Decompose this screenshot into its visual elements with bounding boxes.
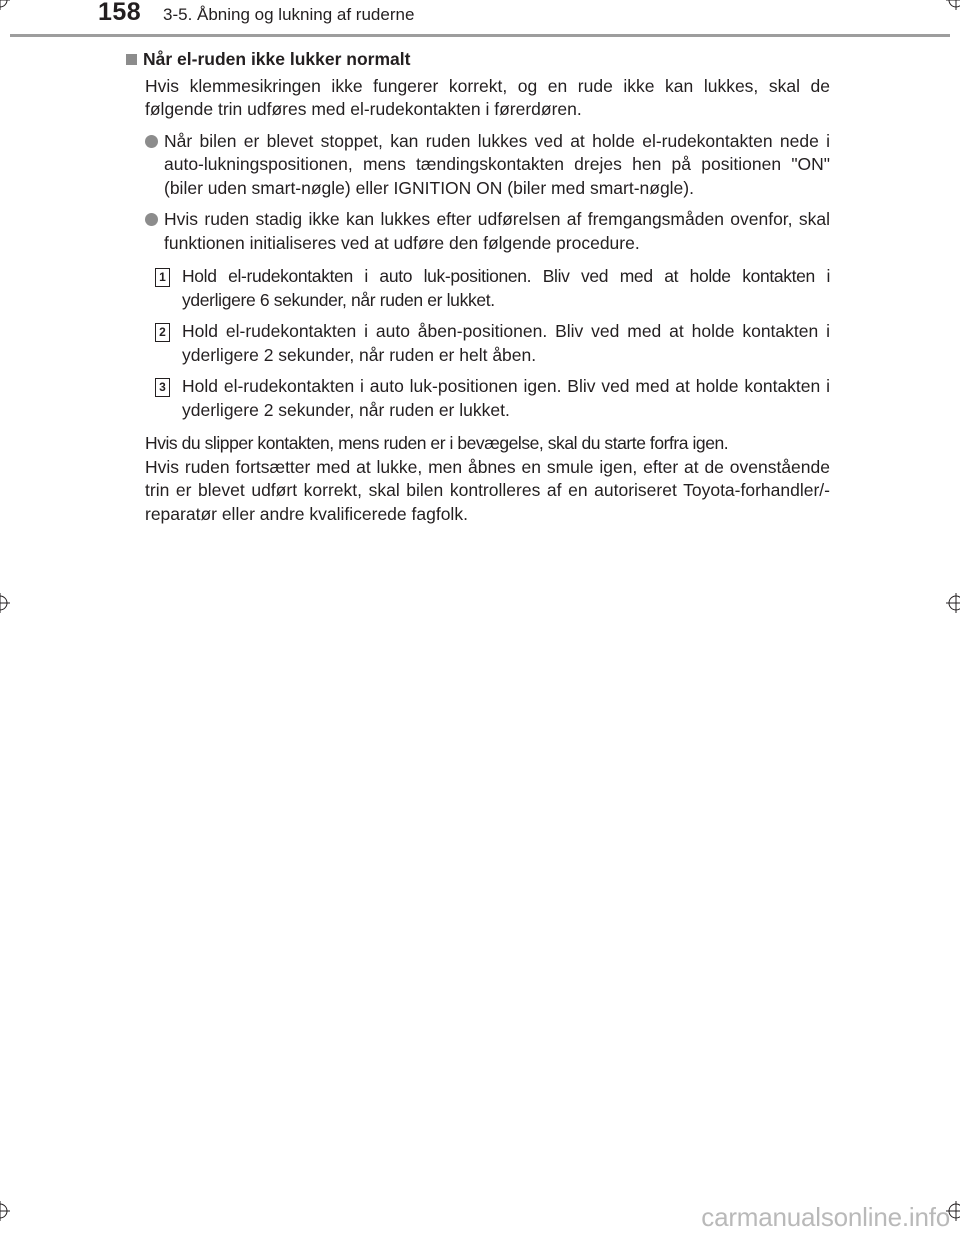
step-text: Hold el-rudekontakten i auto luk-positionen. Bliv ved med at holde kontakten i yderligere 6 sekunder, når ruden er lukket. [182, 266, 830, 310]
square-bullet-icon [126, 54, 137, 65]
circle-bullet-icon [145, 213, 158, 226]
step-text: Hold el-rudekontakten i auto åben-positionen. Bliv ved med at holde kontakten i yderligere 2 sekunder, når ruden er helt åben. [182, 321, 830, 365]
page-number: 158 [98, 0, 142, 26]
chapter-title: 3-5. Åbning og lukning af ruderne [163, 5, 415, 24]
step-number-box: 3 [155, 378, 170, 397]
crop-mark-left-middle-icon [0, 593, 10, 613]
procedure-step [155, 375, 830, 422]
section-heading [126, 48, 830, 72]
bullet-text: Hvis ruden stadig ikke kan lukkes efter udførelsen af fremgangsmåden ovenfor, skal funktionen initialiseres ved at udføre den følgende procedure. [164, 209, 830, 253]
intro-paragraph: Hvis klemmesikringen ikke fungerer korrekt, og en rude ikke kan lukkes, skal de følgende trin udføres med el-rudekontakten i førerdøren. [145, 75, 830, 119]
procedure-step [155, 265, 830, 312]
bullet-item [145, 208, 830, 255]
circle-bullet-icon [145, 135, 158, 148]
header-rule [10, 34, 950, 37]
crop-mark-top-left-icon [0, 0, 10, 10]
section-heading-text: Når el-ruden ikke lukker normalt [143, 49, 411, 69]
procedure-steps [155, 265, 830, 422]
crop-mark-bottom-left-icon [0, 1201, 10, 1221]
procedure-step [155, 320, 830, 367]
note-restart: Hvis du slipper kontakten, mens ruden er i bevægelse, skal du starte forfra igen. [145, 433, 729, 453]
step-text: Hold el-rudekontakten i auto luk-positionen igen. Bliv ved med at holde kontakten i yderligere 2 sekunder, når ruden er lukket. [182, 376, 830, 420]
crop-mark-top-right-icon [946, 0, 960, 10]
bullet-item [145, 130, 830, 201]
manual-content [126, 48, 830, 526]
step-number-box: 1 [155, 268, 170, 287]
crop-mark-right-middle-icon [946, 593, 960, 613]
watermark-text: carmanualsonline.info [701, 1202, 950, 1232]
note-service: Hvis ruden fortsætter med at lukke, men åbnes en smule igen, efter at de ovenstående trin er blevet udført korrekt, skal bilen kontrolleres af en autoriseret Toyota-forhandler/-reparatør eller andre kvalificerede fagfolk. [145, 456, 830, 524]
bullet-text: Når bilen er blevet stoppet, kan ruden lukkes ved at holde el-rudekontakten nede i auto-lukningspositionen, mens tændingskontakten drejes hen på positionen "ON" (biler uden smart-nøgle) eller IGNITION ON (biler med smart-nøgle). [164, 130, 830, 198]
step-number-box: 2 [155, 323, 170, 342]
